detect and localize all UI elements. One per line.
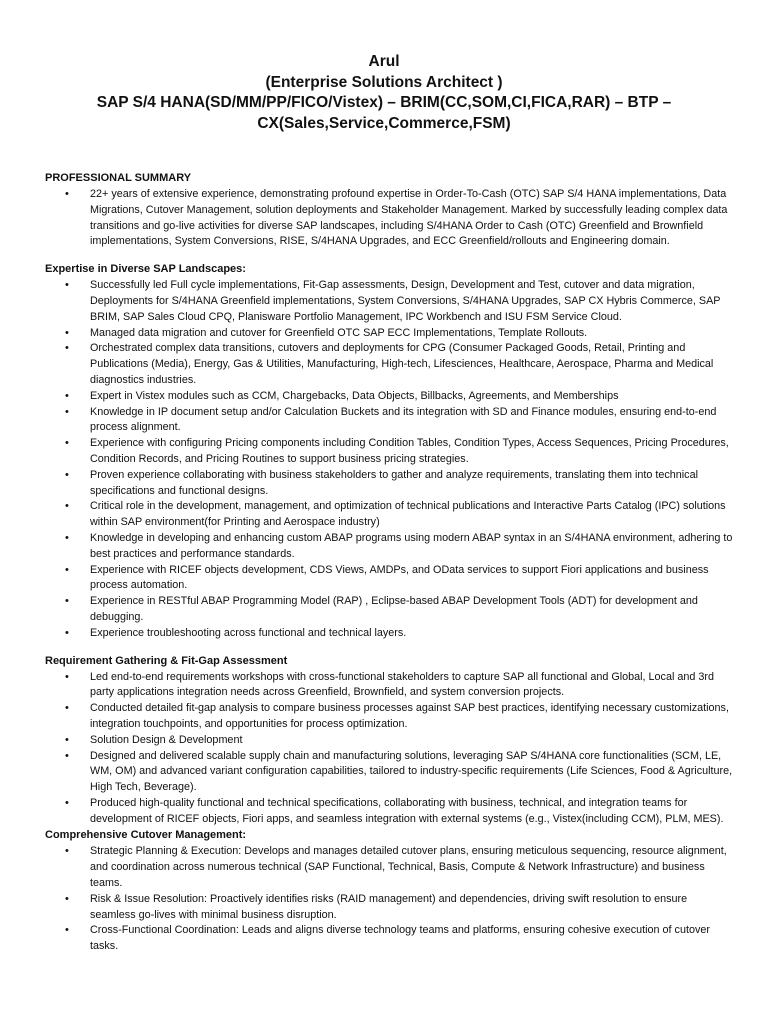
list-item: • 22+ years of extensive experience, demonstrating profound expertise in Order-To-Cash (OTC) SAP S/4 HANA implementations, Data Migrations, Cutover Management, solution deployments and Stakeholder Management. Marked by successfully leading complex data transitions and go-live activities for diverse SAP landscapes, including S/4HANA Order to Cash (OTC) Greenfield and Brownfield implementations, System Conversions, RISE, S/4HANA Upgrades, and ECC Greenfield/rollouts and Engineering domain. [45,187,735,250]
section-title: Expertise in Diverse SAP Landscapes: [45,263,246,276]
bullet-list [45,187,735,250]
list-item: • Orchestrated complex data transitions, cutovers and deployments for CPG (Consumer Packaged Goods, Retail, Printing and Publications (Media), Energy, Gas & Utilities, Manufacturing, High-tech, Lifesciences, Healthcare, Aerospace, Pharma and Medical diagnostics industries. [45,341,735,388]
section-title: Requirement Gathering & Fit-Gap Assessment [45,654,288,667]
list-item: • Critical role in the development, management, and optimization of technical publications and Interactive Parts Catalog (IPC) solutions within SAP environment(for Printing and Aerospace industry) [45,499,735,531]
list-item: • Led end-to-end requirements workshops with cross-functional stakeholders to capture SAP all functional and Global, Local and 3rd party applications integration needs across Greenfield, Brownfield, and system conversion projects. [45,670,735,702]
list-item: • Knowledge in IP document setup and/or Calculation Buckets and its integration with SD and Finance modules, ensuring end-to-end process alignment. [45,405,735,437]
list-item: • Solution Design & Development [45,733,735,749]
list-item: • Experience in RESTful ABAP Programming Model (RAP) , Eclipse-based ABAP Development Tools (ADT) for development and debugging. [45,594,735,626]
skills-headline-line-1: SAP S/4 HANA(SD/MM/PP/FICO/Vistex) – BRIM(CC,SOM,CI,FICA,RAR) – BTP – [96,94,672,111]
list-item: • Expert in Vistex modules such as CCM, Chargebacks, Data Objects, Billbacks, Agreements, and Memberships [45,389,735,405]
bullet-list [45,670,735,828]
skills-headline-line-2: CX(Sales,Service,Commerce,FSM) [257,114,511,132]
candidate-role: (Enterprise Solutions Architect ) [265,73,503,91]
list-item: • Risk & Issue Resolution: Proactively identifies risks (RAID management) and dependencies, driving swift resolution to ensure seamless go-lives with minimal business disruption. [45,892,735,924]
section-professional-summary [45,172,735,250]
list-item: • Experience troubleshooting across functional and technical layers. [45,626,735,642]
section-requirement-gathering [45,655,735,828]
list-item: • Managed data migration and cutover for Greenfield OTC SAP ECC Implementations, Template Rollouts. [45,326,735,342]
section-title: PROFESSIONAL SUMMARY [45,172,192,184]
bullet-list [45,844,735,955]
list-item: • Strategic Planning & Execution: Develops and manages detailed cutover plans, ensuring meticulous sequencing, resource alignment, and coordination across numerous technical (SAP Functional, Technical, Basis, Compute & Network Infrastructure) and business teams. [45,844,735,891]
list-item: • Successfully led Full cycle implementations, Fit-Gap assessments, Design, Development and Test, cutover and data migration, Deployments for S/4HANA Greenfield implementations, System Conversions, S/4HANA Upgrades, SAP CX Hybris Commerce, SAP BRIM, SAP Sales Cloud CPQ, Planisware Portfolio Management, IPC Workbench and ISU FSM Service Cloud. [45,278,735,325]
section-cutover-management [45,829,735,955]
bullet-list [45,278,735,641]
resume-body [45,172,735,968]
section-title: Comprehensive Cutover Management: [45,829,247,842]
list-item: • Produced high-quality functional and technical specifications, collaborating with business, technical, and integration teams for development of RICEF objects, Fiori apps, and seamless integration with external systems (e.g., Vistex(including CCM), PLM, MES). [45,796,735,828]
list-item: • Designed and delivered scalable supply chain and manufacturing solutions, leveraging SAP S/4HANA core functionalities (SCM, LE, WM, OM) and advanced variant configuration capabilities, tailored to industry-specific requirements (Life Sciences, Food & Agriculture, High Tech, Beverage). [45,749,735,796]
list-item: • Experience with RICEF objects development, CDS Views, AMDPs, and OData services to support Fiori applications and business process automation. [45,563,735,595]
section-expertise [45,263,735,641]
list-item: • Cross-Functional Coordination: Leads and aligns diverse technology teams and platforms, ensuring cohesive execution of cutover tasks. [45,923,735,955]
resume-header [0,52,768,134]
list-item: • Knowledge in developing and enhancing custom ABAP programs using modern ABAP syntax in an S/4HANA environment, adhering to best practices and performance standards. [45,531,735,563]
list-item: • Conducted detailed fit-gap analysis to compare business processes against SAP best practices, identifying necessary customizations, integration touchpoints, and opportunities for process optimization. [45,701,735,733]
list-item: • Experience with configuring Pricing components including Condition Tables, Condition Types, Access Sequences, Pricing Procedures, Condition Records, and Pricing Routines to support business pricing strategies. [45,436,735,468]
list-item: • Proven experience collaborating with business stakeholders to gather and analyze requirements, translating them into technical specifications and functional designs. [45,468,735,500]
candidate-name: Arul [368,53,400,70]
